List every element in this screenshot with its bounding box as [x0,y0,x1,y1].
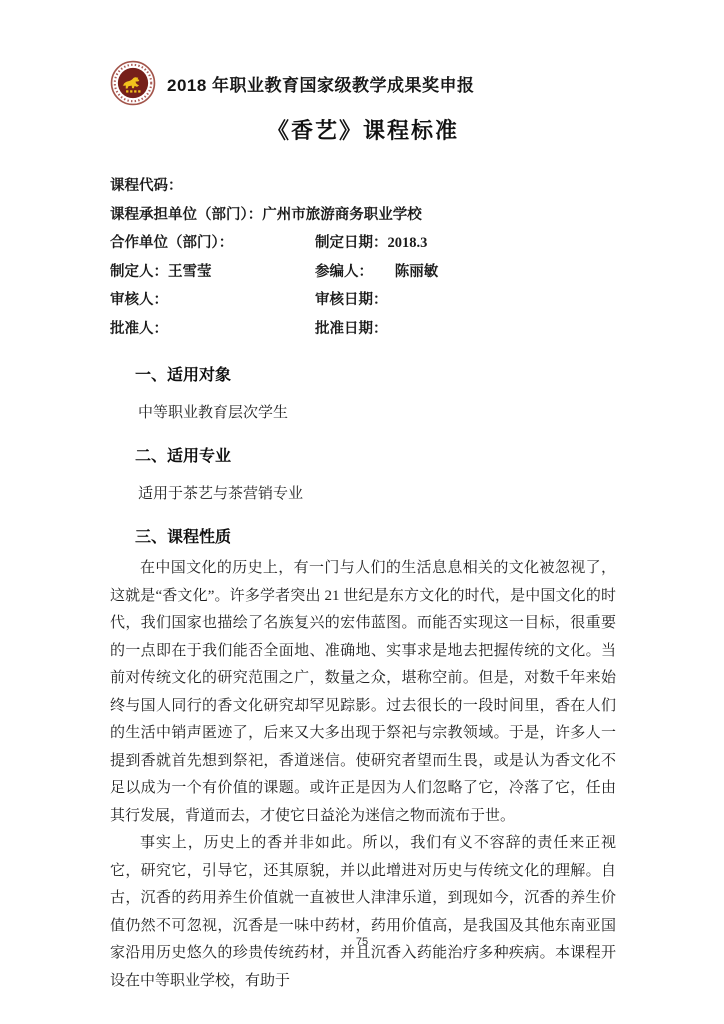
meta-row-author [110,258,616,287]
meta-formulation-date: 制定日期：2018.3 [315,235,428,251]
meta-reviewer: 审核人： [110,292,168,308]
section-body-applicable-major: 适用于茶艺与茶营销专业 [138,486,304,502]
section-body-applicable-target: 中等职业教育层次学生 [138,405,289,421]
meta-author: 制定人：王雪莹 [110,263,212,280]
meta-row-cooperation-unit [110,229,616,258]
section-heading-course-nature: 三、课程性质 [135,529,232,546]
sections [110,365,616,995]
header-title: 2018 年职业教育国家级教学成果奖申报 [167,75,475,95]
meta-review-date: 审核日期： [315,292,388,308]
school-seal-icon [110,60,156,106]
document-header [110,56,616,110]
section-heading-applicable-major: 二、适用专业 [135,448,232,465]
course-nature-paragraphs [110,555,616,995]
meta-co-editor: 参编人： 陈丽敏 [315,263,439,280]
document-title: 《香艺》课程标准 [266,118,459,143]
paragraph-1: 在中国文化的历史上，有一门与人们的生活息息相关的文化被忽视了，这就是“香文化”。许多学者突出 21 世纪是东方文化的时代，是中国文化的时代，我们国家也描绘了名族复兴的宏伟蓝图。而能否实现这一目标，很重要的一点即在于我们能否全面地、准确地、实事求是地去把握传统的文化。当前对传统文化的研究范围之广，数量之众，堪称空前。但是，对数千年来始终与国人同行的香文化研究却罕见踪影。过去很长的一段时间里，香在人们的生活中销声匿迹了，后来又大多出现于祭祀与宗教领域。于是，许多人一提到香就首先想到祭祀，香道迷信。使研究者望而生畏，或是认为香文化不足以成为一个有价值的课题。或许正是因为人们忽略了它，冷落了它，任由其行发展，背道而去，才使它日益沦为迷信之物而流布于世。 [110,560,616,824]
meta-approval-date: 批准日期： [315,320,388,337]
paragraph-2: 事实上，历史上的香并非如此。所以，我们有义不容辞的责任来正视它，研究它，引导它，还其原貌，并以此增进对历史与传统文化的理解。自古，沉香的药用养生价值就一直被世人津津乐道，到现如今，沉香的养生价值仍然不可忽视，沉香是一味中药材，药用价值高，是我国及其他东南亚国家沿用历史悠久的珍贵传统药材，并且沉香入药能治疗多种疾病。本课程开设在中等职业学校，有助于 [110,835,616,989]
meta-course-code: 课程代码： [110,178,183,194]
meta-row-course-code [110,172,616,201]
page-number: 75 [355,936,369,948]
meta-undertaking-unit: 课程承担单位（部门）：广州市旅游商务职业学校 [110,206,422,223]
meta-cooperation-unit: 合作单位（部门）： [110,235,234,251]
meta-row-reviewer [110,286,616,315]
meta-row-undertaking-unit [110,201,616,230]
meta-approver: 批准人： [110,320,168,337]
course-meta-block [110,172,616,343]
section-heading-applicable-target: 一、适用对象 [135,367,232,384]
meta-row-approver [110,315,616,344]
